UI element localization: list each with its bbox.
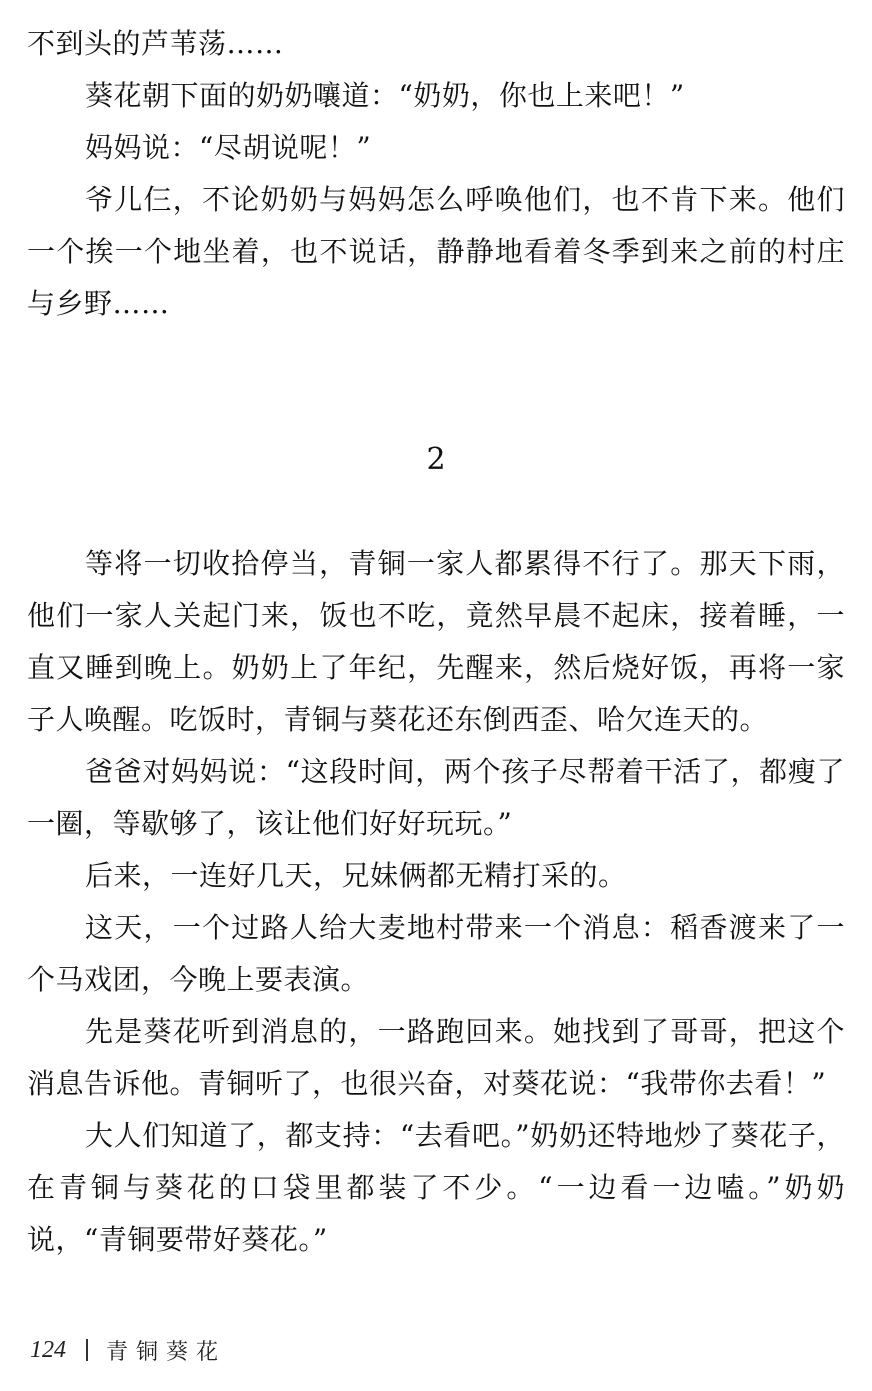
continued-text-block — [27, 18, 845, 330]
paragraph: 等将一切收拾停当，青铜一家人都累得不行了。那天下雨，他们一家人关起门来，饭也不吃，竟然早晨不起床，接着睡，一直又睡到晚上。奶奶上了年纪，先醒来，然后烧好饭，再将一家子人唤醒。吃饭时，青铜与葵花还东倒西歪、哈欠连天的。 — [27, 547, 845, 736]
paragraph: 爸爸对妈妈说：“这段时间，两个孩子尽帮着干活了，都瘦了一圈，等歇够了，该让他们好好玩玩。” — [27, 755, 845, 840]
page-number: 124 — [30, 1336, 66, 1363]
paragraph: 这天，一个过路人给大麦地村带来一个消息：稻香渡来了一个马戏团，今晚上要表演。 — [27, 911, 845, 996]
paragraph: 爷儿仨，不论奶奶与妈妈怎么呼唤他们，也不肯下来。他们一个挨一个地坐着，也不说话，静静地看着冬季到来之前的村庄与乡野…… — [27, 183, 845, 320]
paragraph: 后来，一连好几天，兄妹俩都无精打采的。 — [85, 859, 627, 892]
footer-divider — [86, 1339, 88, 1361]
paragraph-continued: 不到头的芦苇荡…… — [27, 27, 284, 60]
chapter-number: 2 — [426, 442, 446, 477]
page-footer — [30, 1330, 226, 1370]
paragraph: 大人们知道了，都支持：“去看吧。”奶奶还特地炒了葵花子，在青铜与葵花的口袋里都装了不少。“一边看一边嗑。”奶奶说，“青铜要带好葵花。” — [27, 1119, 845, 1256]
paragraph: 妈妈说：“尽胡说呢！” — [85, 131, 372, 164]
chapter-text-block — [27, 538, 845, 1266]
paragraph: 葵花朝下面的奶奶嚷道：“奶奶，你也上来吧！” — [85, 79, 685, 112]
running-book-title: 青铜葵花 — [106, 1339, 227, 1365]
paragraph: 先是葵花听到消息的，一路跑回来。她找到了哥哥，把这个消息告诉他。青铜听了，也很兴奋，对葵花说：“我带你去看！” — [27, 1015, 845, 1100]
